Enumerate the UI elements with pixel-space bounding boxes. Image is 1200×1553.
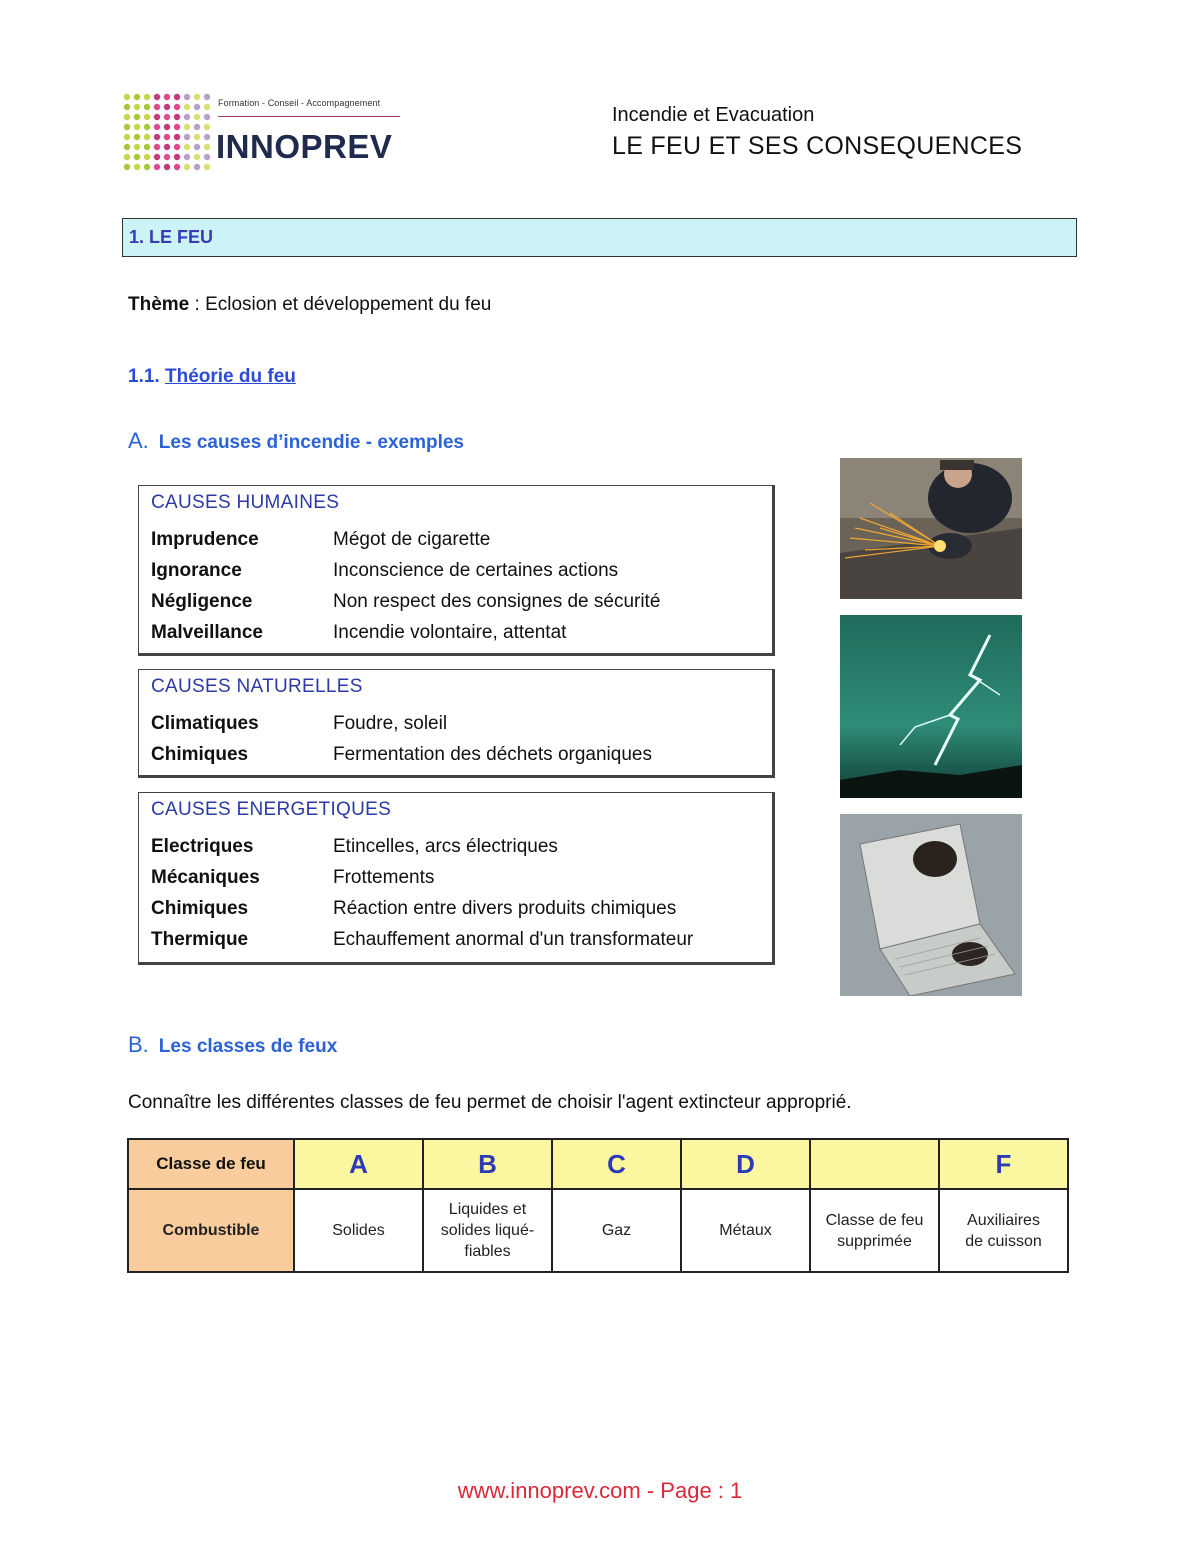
cause-box-title: CAUSES HUMAINES — [151, 492, 340, 513]
cell-line: Solides — [332, 1222, 385, 1239]
cause-value: Mégot de cigarette — [333, 528, 491, 550]
combustible-f-cell — [939, 1189, 1068, 1272]
cause-value: Incendie volontaire, attentat — [333, 621, 567, 643]
logo-dot — [174, 134, 180, 140]
cause-row — [151, 617, 760, 648]
logo-dot — [184, 114, 190, 120]
subsection-link[interactable]: Théorie du feu — [164, 366, 296, 387]
logo-dot — [174, 94, 180, 100]
cause-key: Malveillance — [151, 621, 263, 643]
logo-dot — [124, 144, 130, 150]
cause-value: Echauffement anormal d'un transformateur — [333, 928, 694, 950]
cause-row — [151, 739, 760, 770]
logo-dot — [174, 154, 180, 160]
cause-row — [151, 555, 760, 586]
cause-key: Négligence — [151, 590, 253, 612]
logo-dot — [204, 104, 210, 110]
class-f-cell: F — [939, 1139, 1068, 1189]
logo-dot — [174, 164, 180, 170]
causes-energetiques-box — [138, 792, 775, 965]
cause-value: Réaction entre divers produits chimiques — [333, 897, 677, 919]
logo-dot — [164, 104, 170, 110]
logo-dot — [204, 154, 210, 160]
logo-dot — [124, 114, 130, 120]
document-title: LE FEU ET SES CONSEQUENCES — [612, 132, 1023, 160]
cause-row — [151, 862, 760, 893]
row-label-class: Classe de feu — [128, 1139, 294, 1189]
logo-dot — [154, 144, 160, 150]
logo-dot — [194, 154, 200, 160]
cell-line: Gaz — [601, 1222, 632, 1239]
cause-value: Fermentation des déchets organiques — [333, 743, 652, 765]
cause-value: Non respect des consignes de sécurité — [333, 590, 661, 612]
combustible-d-cell — [681, 1189, 810, 1272]
class-b-cell: B — [423, 1139, 552, 1189]
logo-dot — [124, 134, 130, 140]
class-c-cell: C — [552, 1139, 681, 1189]
innoprev-logo — [122, 92, 412, 174]
logo-dot — [124, 94, 130, 100]
heading-b-letter: B. — [128, 1032, 149, 1057]
table-row — [128, 1189, 1068, 1272]
heading-part-b — [128, 1032, 337, 1058]
logo-dot — [184, 124, 190, 130]
logo-dot — [194, 134, 200, 140]
logo-dot — [154, 124, 160, 130]
theme-line — [128, 294, 491, 316]
cell-line: solides liqué- — [440, 1222, 535, 1239]
cause-box-title: CAUSES ENERGETIQUES — [151, 799, 392, 820]
cell-line: Classe de feu — [825, 1211, 924, 1229]
heading-b-title: Les classes de feux — [158, 1036, 338, 1057]
logo-dot — [164, 94, 170, 100]
logo-dot — [164, 164, 170, 170]
combustible-suppressed-cell — [810, 1189, 939, 1272]
section-title: 1. LE FEU — [122, 218, 1077, 257]
logo-dot — [184, 164, 190, 170]
logo-dot — [154, 134, 160, 140]
logo-dot — [144, 154, 150, 160]
logo-dot — [184, 144, 190, 150]
logo-divider — [218, 116, 400, 117]
logo-dot — [124, 124, 130, 130]
logo-dot — [194, 94, 200, 100]
burnt-laptop-photo — [840, 814, 1022, 996]
table-row — [128, 1139, 1068, 1189]
logo-dot — [164, 154, 170, 160]
logo-dot — [134, 154, 140, 160]
causes-naturelles-box — [138, 669, 775, 778]
class-empty-cell — [810, 1139, 939, 1189]
row-label-combustible: Combustible — [128, 1189, 294, 1272]
heading-part-a — [128, 428, 464, 454]
logo-dot — [164, 124, 170, 130]
logo-dot — [174, 104, 180, 110]
logo-dot — [124, 104, 130, 110]
logo-dot — [144, 144, 150, 150]
logo-dot — [184, 154, 190, 160]
lightning-photo — [840, 615, 1022, 798]
cause-key: Climatiques — [151, 712, 259, 734]
combustible-c-cell — [552, 1189, 681, 1272]
logo-dot — [204, 124, 210, 130]
logo-dot — [204, 134, 210, 140]
document-subtitle: Incendie et Evacuation — [612, 104, 815, 126]
logo-dot — [204, 114, 210, 120]
cause-row — [151, 924, 760, 955]
logo-dot — [204, 164, 210, 170]
cause-key: Ignorance — [151, 559, 242, 581]
logo-dot — [134, 134, 140, 140]
subsection-heading — [128, 366, 296, 388]
logo-dot — [204, 144, 210, 150]
cause-row — [151, 831, 760, 862]
classes-intro-text: Connaître les différentes classes de feu permet de choisir l'agent extincteur approprié. — [128, 1092, 852, 1113]
theme-value: Eclosion et développement du feu — [205, 294, 492, 315]
logo-dot — [124, 154, 130, 160]
logo-tagline: Formation - Conseil - Accompagnement — [218, 98, 381, 108]
class-d-cell: D — [681, 1139, 810, 1189]
fire-classes-table — [127, 1138, 1069, 1273]
cause-key: Chimiques — [151, 897, 249, 919]
page-footer[interactable]: www.innoprev.com - Page : 1 — [457, 1478, 743, 1503]
class-a-cell: A — [294, 1139, 423, 1189]
logo-dot — [144, 164, 150, 170]
logo-dot — [144, 134, 150, 140]
logo-dot — [174, 144, 180, 150]
logo-dot — [154, 114, 160, 120]
logo-dot — [164, 144, 170, 150]
theme-label: Thème — [128, 294, 190, 315]
combustible-b-cell — [423, 1189, 552, 1272]
logo-dot — [144, 124, 150, 130]
grinder-sparks-photo — [840, 458, 1022, 599]
cell-line: supprimée — [837, 1232, 912, 1250]
logo-dot — [154, 94, 160, 100]
logo-dot — [194, 144, 200, 150]
cause-key: Mécaniques — [151, 866, 260, 888]
cell-line: Auxiliaires — [967, 1211, 1040, 1229]
cell-line: fiables — [464, 1243, 511, 1260]
cause-key: Electriques — [151, 835, 254, 857]
logo-dot — [134, 164, 140, 170]
logo-dot — [204, 94, 210, 100]
logo-dot — [144, 104, 150, 110]
heading-a-letter: A. — [128, 428, 149, 453]
logo-dots-icon — [122, 92, 212, 174]
heading-a-title: Les causes d’incendie - exemples — [158, 432, 464, 453]
subsection-number: 1.1. — [128, 366, 165, 387]
logo-dot — [134, 114, 140, 120]
logo-dot — [134, 104, 140, 110]
cell-line: Métaux — [719, 1222, 772, 1239]
cause-box-title: CAUSES NATURELLES — [151, 676, 363, 697]
cause-value: Etincelles, arcs électriques — [333, 835, 558, 857]
cause-row — [151, 708, 760, 739]
logo-dot — [164, 114, 170, 120]
logo-dot — [154, 164, 160, 170]
logo-dot — [184, 134, 190, 140]
cause-key: Imprudence — [151, 528, 259, 550]
logo-dot — [184, 94, 190, 100]
logo-dot — [154, 154, 160, 160]
cause-value: Inconscience de certaines actions — [333, 559, 619, 581]
cause-row — [151, 586, 760, 617]
logo-dot — [184, 104, 190, 110]
cause-key: Chimiques — [151, 743, 249, 765]
logo-dot — [144, 114, 150, 120]
cell-line: de cuisson — [965, 1232, 1042, 1250]
logo-dot — [194, 114, 200, 120]
logo-dot — [144, 94, 150, 100]
cause-row — [151, 893, 760, 924]
logo-dot — [174, 124, 180, 130]
logo-name: INNOPREV — [216, 128, 393, 165]
logo-dot — [164, 134, 170, 140]
cause-value: Foudre, soleil — [333, 712, 448, 734]
cause-row — [151, 524, 760, 555]
logo-dot — [194, 124, 200, 130]
cause-value: Frottements — [333, 866, 435, 888]
cause-key: Thermique — [151, 928, 249, 950]
logo-dot — [174, 114, 180, 120]
logo-dot — [194, 104, 200, 110]
logo-dot — [134, 144, 140, 150]
logo-dot — [194, 164, 200, 170]
cell-line: Liquides et — [448, 1201, 527, 1218]
theme-separator: : — [189, 294, 206, 315]
logo-dot — [124, 164, 130, 170]
causes-humaines-box — [138, 485, 775, 656]
combustible-a-cell — [294, 1189, 423, 1272]
logo-dot — [154, 104, 160, 110]
logo-dot — [134, 94, 140, 100]
logo-dot — [134, 124, 140, 130]
